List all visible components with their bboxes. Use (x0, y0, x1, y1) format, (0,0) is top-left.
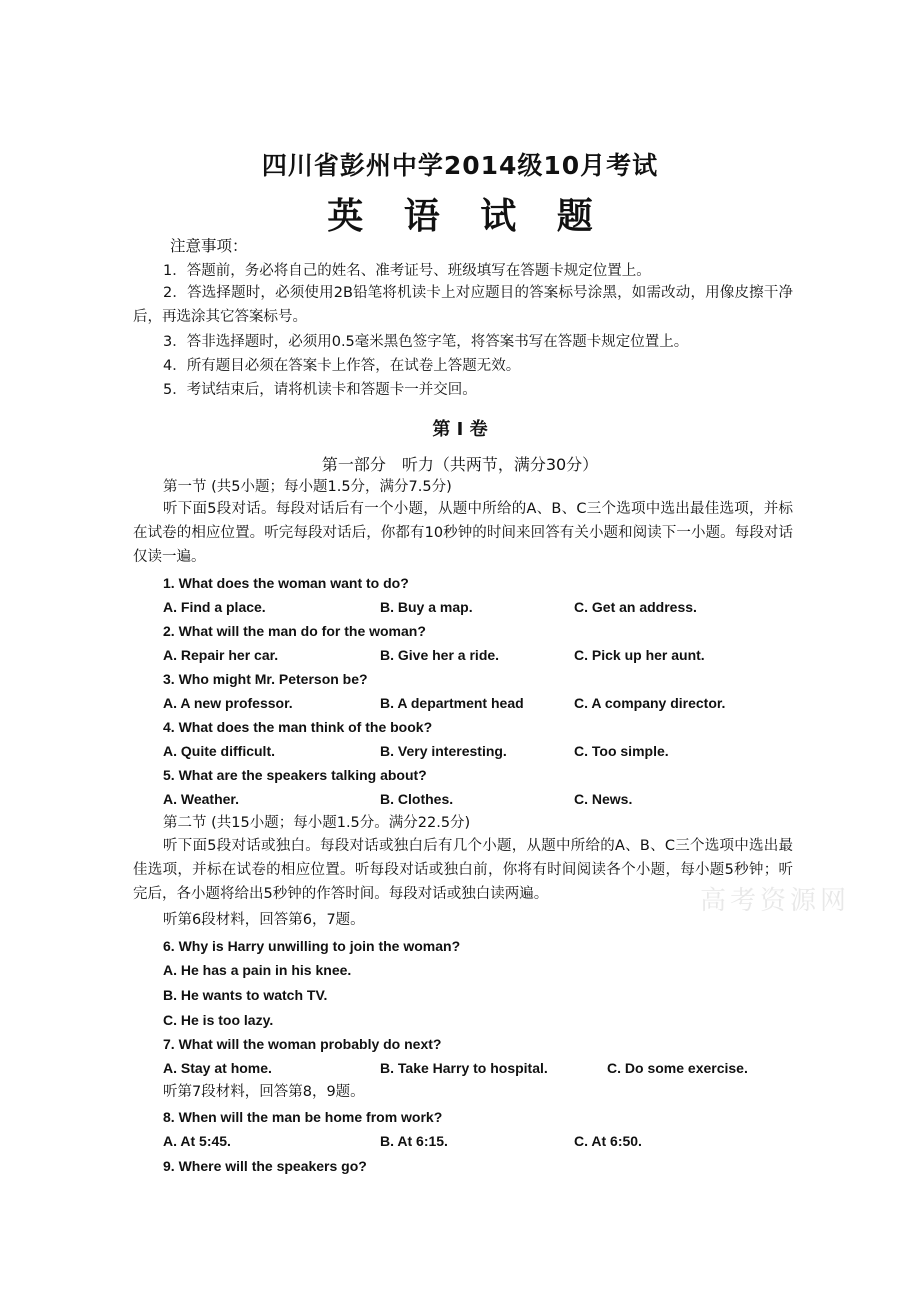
q6-option-b: B. He wants to watch TV. (163, 987, 328, 1003)
q8-option-b: B. At 6:15. (380, 1133, 448, 1149)
q8-option-c: C. At 6:50. (574, 1133, 642, 1149)
q1-option-b: B. Buy a map. (380, 599, 473, 615)
q6-option-c: C. He is too lazy. (163, 1012, 274, 1028)
question-6: 6. Why is Harry unwilling to join the woman? (163, 938, 461, 954)
notice-item-5: 5．考试结束后，请将机读卡和答题卡一并交回。 (163, 382, 477, 398)
q1-option-a: A. Find a place. (163, 599, 266, 615)
q7-option-b: B. Take Harry to hospital. (380, 1060, 548, 1076)
q2-option-c: C. Pick up her aunt. (574, 647, 705, 663)
q3-options (163, 693, 726, 713)
material-6-label: 听第6段材料，回答第6，7题。 (163, 912, 365, 928)
q5-option-a: A. Weather. (163, 791, 239, 807)
q3-option-a: A. A new professor. (163, 695, 293, 711)
section1-instructions: 听下面5段对话。每段对话后有一个小题，从题中所给的A、B、C三个选项中选出最佳选项，并标在试卷的相应位置。听完每段对话后，你都有10秒钟的时间来回答有关小题和阅读下一小题。每段对话仅读一遍。 (133, 501, 793, 565)
q1-options (163, 597, 697, 617)
question-2: 2. What will the man do for the woman? (163, 623, 426, 639)
q5-option-b: B. Clothes. (380, 791, 454, 807)
q4-option-c: C. Too simple. (574, 743, 669, 759)
volume-title: 第 I 卷 (432, 419, 488, 440)
q7-options (163, 1058, 748, 1078)
q2-option-a: A. Repair her car. (163, 647, 279, 663)
q8-option-a: A. At 5:45. (163, 1133, 231, 1149)
q7-option-c: C. Do some exercise. (607, 1060, 748, 1076)
q3-option-b: B. A department head (380, 695, 524, 711)
material-7-label: 听第7段材料，回答第8，9题。 (163, 1084, 365, 1100)
q2-options (163, 645, 705, 665)
school-title: 四川省彭州中学2014级10月考试 (261, 151, 659, 180)
section2-instructions: 听下面5段对话或独白。每段对话或独白后有几个小题，从题中所给的A、B、C三个选项中选出最佳选项，并标在试卷的相应位置。听每段对话或独白前，你将有时间阅读各个小题，每小题5秒钟；听完后，各小题将给出5秒钟的作答时间。每段对话或独白读两遍。 (133, 838, 793, 902)
q6-option-a: A. He has a pain in his knee. (163, 962, 352, 978)
q1-option-c: C. Get an address. (574, 599, 697, 615)
notice-item-2: 2．答选择题时，必须使用2B铅笔将机读卡上对应题目的答案标号涂黑，如需改动，用像皮擦干净后，再选涂其它答案标号。 (133, 285, 793, 325)
notice-item-3: 3．答非选择题时，必须用0.5毫米黑色签字笔，将答案书写在答题卡规定位置上。 (163, 334, 689, 350)
q4-option-b: B. Very interesting. (380, 743, 507, 759)
part-title: 第一部分 听力（共两节，满分30分） (321, 455, 599, 474)
notice-item-4: 4．所有题目必须在答案卡上作答，在试卷上答题无效。 (163, 358, 521, 374)
subject-title: 英 语 试 题 (327, 195, 607, 237)
q5-options (163, 789, 633, 809)
question-3: 3. Who might Mr. Peterson be? (163, 671, 368, 687)
q8-options (163, 1131, 642, 1151)
q4-option-a: A. Quite difficult. (163, 743, 275, 759)
question-1: 1. What does the woman want to do? (163, 575, 409, 591)
section2-title: 第二节 (共15小题；每小题1.5分。满分22.5分) (163, 815, 471, 831)
q5-option-c: C. News. (574, 791, 633, 807)
question-9: 9. Where will the speakers go? (163, 1158, 367, 1174)
notice-item-1: 1．答题前，务必将自己的姓名、准考证号、班级填写在答题卡规定位置上。 (163, 263, 651, 279)
section1-title: 第一节 (共5小题；每小题1.5分，满分7.5分) (163, 479, 452, 495)
q7-option-a: A. Stay at home. (163, 1060, 272, 1076)
q2-option-b: B. Give her a ride. (380, 647, 500, 663)
q4-options (163, 741, 669, 761)
q3-option-c: C. A company director. (574, 695, 726, 711)
notice-heading: 注意事项： (170, 237, 248, 255)
question-5: 5. What are the speakers talking about? (163, 767, 427, 783)
question-8: 8. When will the man be home from work? (163, 1109, 443, 1125)
question-7: 7. What will the woman probably do next? (163, 1036, 442, 1052)
watermark: 高考资源网 (700, 886, 851, 916)
question-4: 4. What does the man think of the book? (163, 719, 433, 735)
